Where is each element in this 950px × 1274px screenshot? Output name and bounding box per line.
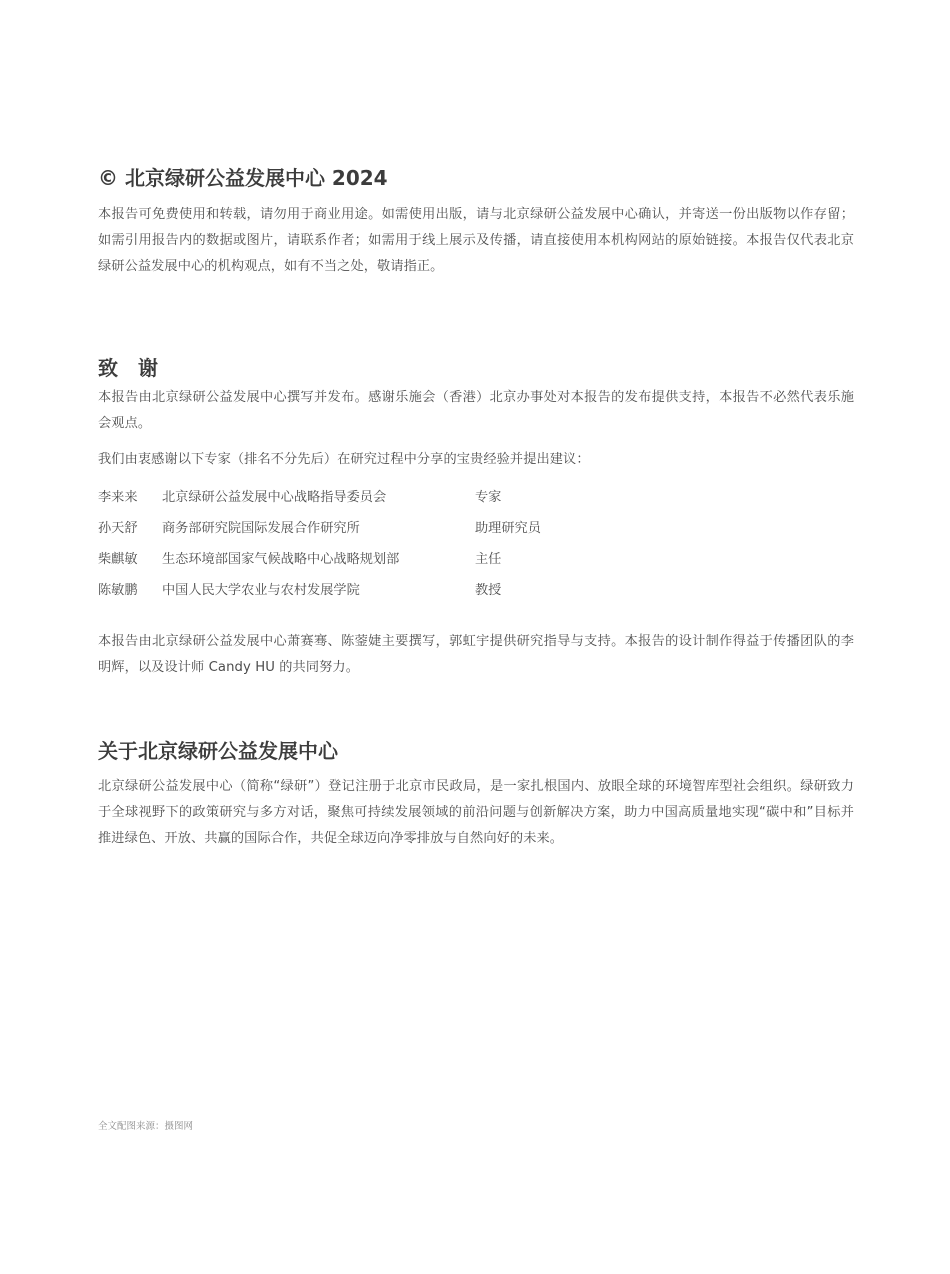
copyright-heading: © 北京绿研公益发展中心 2024 — [98, 166, 388, 190]
copyright-body: 本报告可免费使用和转载，请勿用于商业用途。如需使用出版，请与北京绿研公益发展中心确认，并寄送一份出版物以作存留；如需引用报告内的数据或图片，请联系作者；如需用于线上展示及传播，请直接使用本机构网站的原始链接。本报告仅代表北京绿研公益发展中心的机构观点，如有不当之处，敬请指正。 — [98, 207, 854, 274]
expert-name: 李来来 — [98, 490, 138, 505]
expert-row — [98, 486, 854, 508]
experts-intro: 我们由衷感谢以下专家（排名不分先后）在研究过程中分享的宝贵经验并提出建议： — [98, 452, 590, 467]
expert-row — [98, 517, 854, 539]
expert-row — [98, 579, 854, 601]
expert-title: 专家 — [475, 490, 502, 505]
expert-organization: 中国人民大学农业与农村发展学院 — [162, 583, 360, 598]
expert-organization: 生态环境部国家气候战略中心战略规划部 — [162, 552, 400, 567]
expert-organization: 北京绿研公益发展中心战略指导委员会 — [162, 490, 387, 505]
about-heading: 关于北京绿研公益发展中心 — [98, 739, 338, 763]
expert-title: 教授 — [475, 583, 502, 598]
expert-name: 孙天舒 — [98, 521, 138, 536]
expert-name: 陈敏鹏 — [98, 583, 138, 598]
acknowledgements-heading: 致 谢 — [98, 356, 158, 380]
about-body: 北京绿研公益发展中心（简称“绿研”）登记注册于北京市民政局，是一家扎根国内、放眼全球的环境智库型社会组织。绿研致力于全球视野下的政策研究与多方对话，聚焦可持续发展领域的前沿问题与创新解决方案，助力中国高质量地实现“碳中和”目标并推进绿色、开放、共赢的国际合作，共促全球迈向净零排放与自然向好的未来。 — [98, 779, 854, 846]
authors-credit: 本报告由北京绿研公益发展中心萧赛骞、陈蓥婕主要撰写，郭虹宇提供研究指导与支持。本报告的设计制作得益于传播团队的李明辉，以及设计师 Candy HU 的共同努力。 — [98, 634, 854, 675]
expert-name: 柴麒敏 — [98, 552, 138, 567]
expert-title: 主任 — [475, 552, 502, 567]
expert-title: 助理研究员 — [475, 521, 541, 536]
expert-row — [98, 548, 854, 570]
expert-organization: 商务部研究院国际发展合作研究所 — [162, 521, 360, 536]
acknowledgements-intro: 本报告由北京绿研公益发展中心撰写并发布。感谢乐施会（香港）北京办事处对本报告的发布提供支持，本报告不必然代表乐施会观点。 — [98, 390, 854, 431]
image-source-footnote: 全文配图来源：摄图网 — [98, 1121, 194, 1132]
